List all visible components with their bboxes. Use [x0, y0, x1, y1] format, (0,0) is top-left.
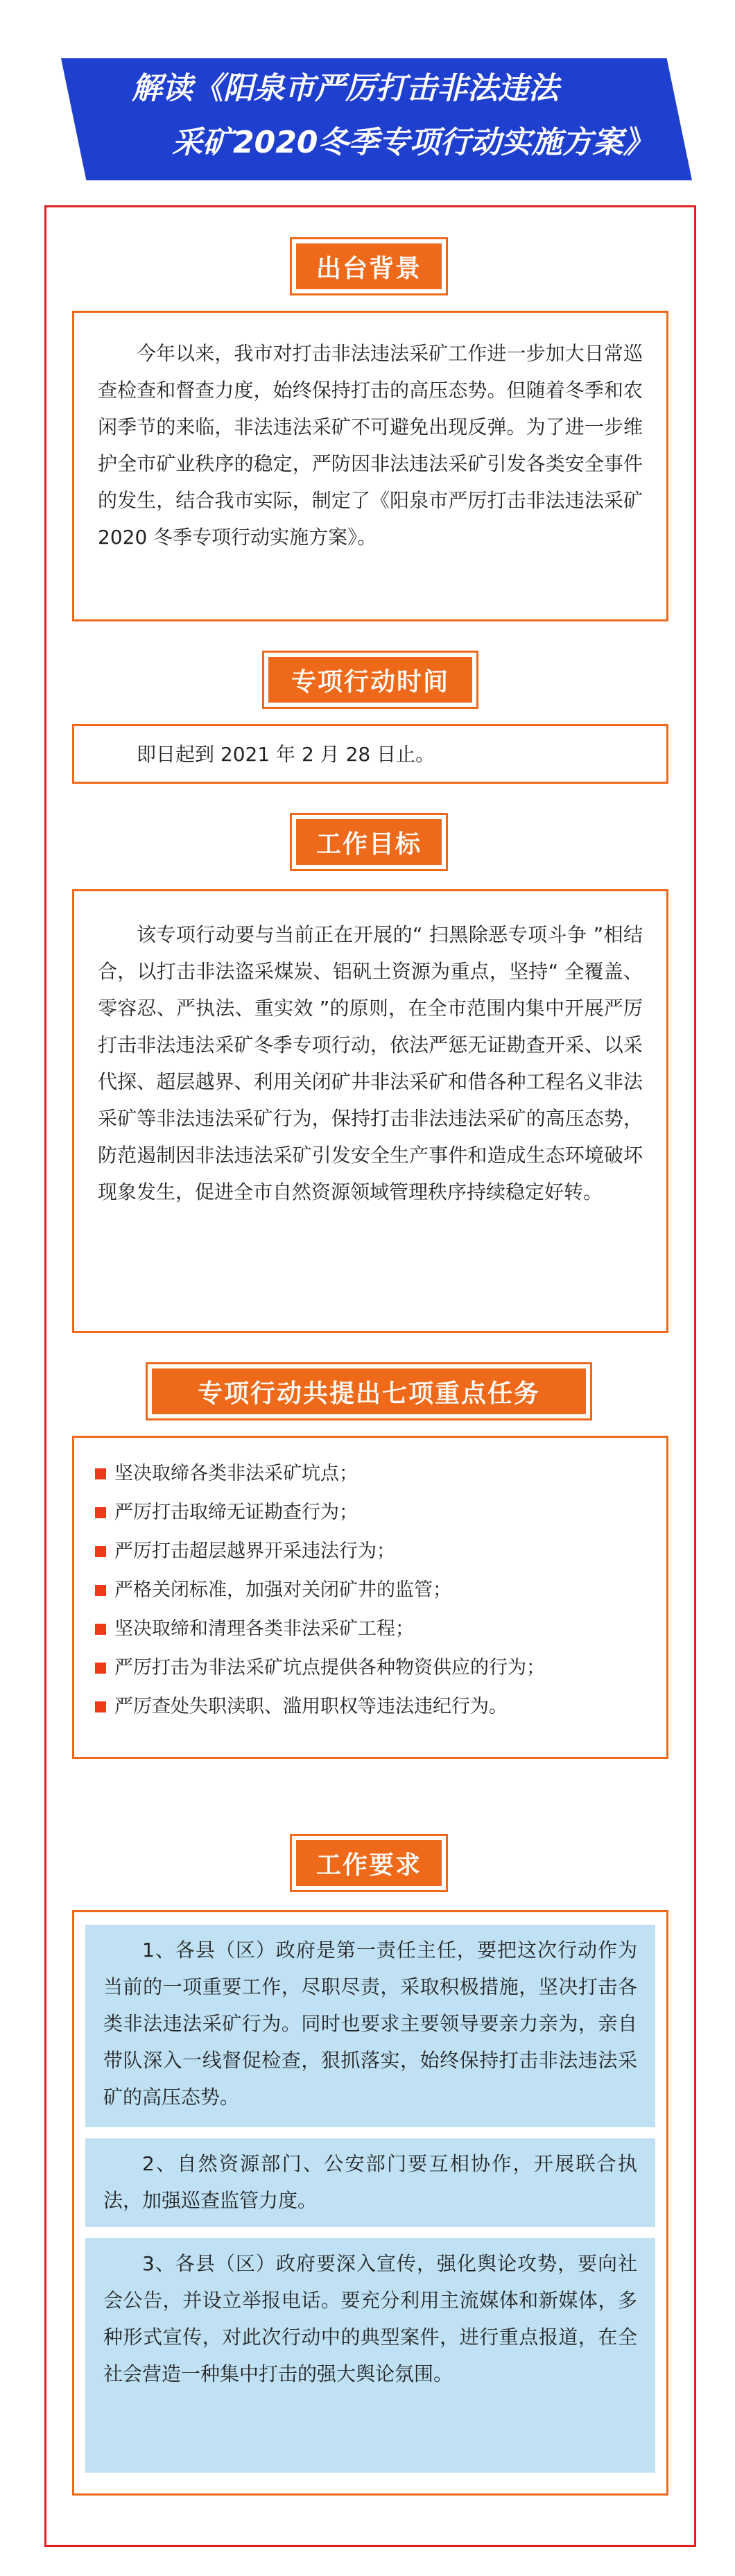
- time-box: [72, 724, 668, 784]
- task-item: [95, 1688, 652, 1726]
- section-title-time-label: 专项行动时间: [268, 657, 472, 703]
- square-bullet-icon: [95, 1701, 106, 1712]
- task-item: [95, 1649, 652, 1688]
- section-title-background: [290, 237, 448, 295]
- requirement-text-1: 1、各县（区）政府是第一责任主任，要把这次行动作为当前的一项重要工作，尽职尽责，采取积极措施，坚决打击各类非法违法采矿行为。同时也要求主要领导要亲力亲为，亲自带队深入一线督促检查，狠抓落实，始终保持打击非法违法采矿的高压态势。: [103, 1939, 637, 2109]
- task-item: [95, 1610, 652, 1649]
- requirements-box: [72, 1910, 668, 2496]
- section-title-requirements-label: 工作要求: [296, 1840, 442, 1886]
- header-title-line1: 解读《阳泉市严厉打击非法违法: [132, 71, 559, 106]
- requirement-item-2: [85, 2138, 655, 2227]
- section-title-time: [262, 651, 478, 709]
- section-title-goal-label: 工作目标: [296, 819, 442, 865]
- requirement-text-3: 3、各县（区）政府要深入宣传，强化舆论攻势，要向社会公告，并设立举报电话。要充分利用主流媒体和新媒体，多种形式宣传，对此次行动中的典型案件，进行重点报道，在全社会营造一种集中打击的强大舆论氛围。: [103, 2252, 637, 2385]
- section-title-background-label: 出台背景: [296, 243, 442, 289]
- tasks-box: [72, 1436, 668, 1759]
- goal-box: [72, 889, 668, 1333]
- square-bullet-icon: [95, 1546, 106, 1557]
- tasks-list: [74, 1450, 666, 1726]
- section-title-tasks-label: 专项行动共提出七项重点任务: [152, 1368, 586, 1414]
- task-item: [95, 1571, 652, 1610]
- task-item-text: 严厉打击超层越界开采违法行为；: [114, 1540, 395, 1562]
- time-text: 即日起到 2021 年 2 月 28 日止。: [137, 743, 435, 766]
- task-item-text: 严厉查处失职渎职、滥用职权等违法违纪行为。: [114, 1696, 508, 1717]
- task-item-text: 严厉打击为非法采矿坑点提供各种物资供应的行为；: [114, 1657, 545, 1678]
- goal-text: 该专项行动要与当前正在开展的“ 扫黑除恶专项斗争 ”相结合，以打击非法盗采煤炭、铝矾土资源为重点，坚持“ 全覆盖、零容忍、严执法、重实效 ”的原则，在全市范围内集中开展严厉打击非法违法采矿冬季专项行动，依法严惩无证勘查开采、以采代探、超层越界、利用关闭矿井非法采矿和借各种工程名义非法采矿等非法违法采矿行为，保持打击非法违法采矿的高压态势，防范遏制因非法违法采矿引发安全生产事件和造成生态环境破坏现象发生，促进全市自然资源领域管理秩序持续稳定好转。: [98, 923, 643, 1203]
- task-item-text: 严厉打击取缔无证勘查行为；: [114, 1502, 358, 1523]
- square-bullet-icon: [95, 1624, 106, 1635]
- task-item-text: 坚决取缔和清理各类非法采矿工程；: [114, 1618, 414, 1640]
- background-text: 今年以来，我市对打击非法违法采矿工作进一步加大日常巡查检查和督查力度，始终保持打击的高压态势。但随着冬季和农闲季节的来临，非法违法采矿不可避免出现反弹。为了进一步维护全市矿业秩序的稳定，严防因非法违法采矿引发各类安全事件的发生，结合我市实际，制定了《阳泉市严厉打击非法违法采矿 2020 冬季专项行动实施方案》。: [98, 342, 643, 549]
- task-item: [95, 1454, 652, 1493]
- task-item-text: 坚决取缔各类非法采矿坑点；: [114, 1463, 358, 1484]
- requirement-text-2: 2、自然资源部门、公安部门要互相协作，开展联合执法，加强巡查监管力度。: [103, 2152, 637, 2212]
- section-title-goal: [290, 813, 448, 871]
- requirement-item-1: [85, 1925, 655, 2127]
- section-title-requirements: [290, 1834, 448, 1892]
- square-bullet-icon: [95, 1468, 106, 1479]
- square-bullet-icon: [95, 1507, 106, 1518]
- task-item-text: 严格关闭标准，加强对关闭矿井的监管；: [114, 1579, 451, 1601]
- task-item: [95, 1493, 652, 1532]
- header-title-line2: 采矿2020冬季专项行动实施方案》: [172, 125, 654, 160]
- square-bullet-icon: [95, 1663, 106, 1674]
- square-bullet-icon: [95, 1585, 106, 1596]
- task-item: [95, 1532, 652, 1571]
- background-box: [72, 311, 668, 621]
- section-title-tasks: [146, 1362, 592, 1420]
- requirement-item-3: [85, 2238, 655, 2473]
